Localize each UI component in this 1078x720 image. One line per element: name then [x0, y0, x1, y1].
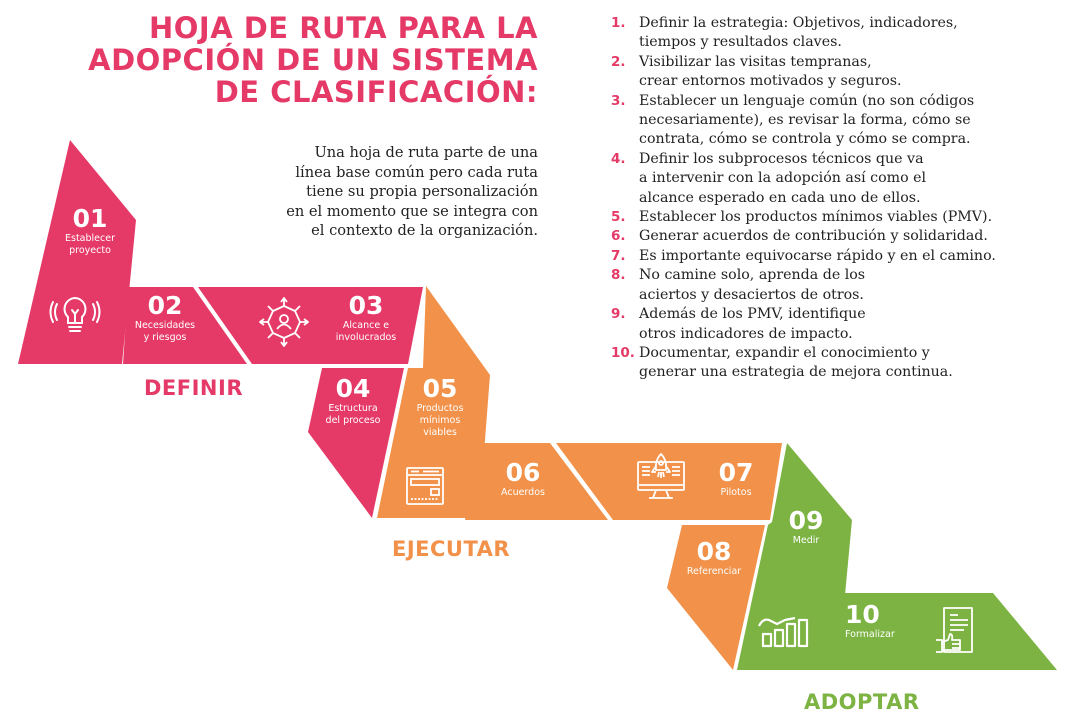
document-approval-icon	[934, 606, 974, 656]
step-label: Estructura	[328, 403, 378, 414]
step-label: y riesgos	[143, 332, 187, 343]
network-people-icon	[258, 296, 310, 348]
phase-label-ejecutar: EJECUTAR	[392, 537, 511, 561]
step-label: Alcance e	[342, 320, 390, 331]
step-label: Establecer	[65, 233, 115, 244]
step-number: 01	[72, 204, 108, 233]
step-number: 02	[147, 291, 183, 320]
step-text: No camine solo, aprenda de los	[639, 267, 866, 284]
step-text: Establecer un lenguaje común (no son códigos	[639, 92, 975, 109]
step-10	[845, 601, 911, 641]
intro-line: el contexto de la organización.	[311, 222, 538, 240]
rocket-monitor-icon	[632, 452, 690, 502]
step-label: Formalizar	[845, 629, 895, 640]
growth-chart-icon	[757, 614, 815, 648]
step-text: a intervenir con la adopción así como el	[639, 170, 927, 187]
step-03	[326, 292, 406, 344]
step-number: 09	[788, 506, 824, 535]
title-line: DE CLASIFICACIÓN:	[214, 75, 538, 109]
intro-line: Una hoja de ruta parte de una	[314, 144, 538, 161]
step-number: 08	[696, 537, 732, 566]
step-06	[488, 459, 558, 499]
step-number: 03	[348, 291, 384, 320]
step-number: 8.	[611, 267, 626, 284]
step-number: 05	[422, 374, 458, 403]
step-08	[676, 538, 752, 578]
phase-label-definir: DEFINIR	[144, 376, 243, 400]
step-text: otros indicadores de impacto.	[639, 325, 853, 342]
step-label: Pilotos	[720, 487, 752, 498]
phase-label-adoptar: ADOPTAR	[804, 690, 920, 714]
step-text: Documentar, expandir el conocimiento y	[639, 344, 930, 361]
step-label: Acuerdos	[501, 487, 545, 498]
step-number: 3.	[611, 92, 626, 109]
step-number: 2.	[611, 53, 626, 70]
step-number: 4.	[611, 150, 626, 167]
step-number: 5.	[611, 209, 626, 226]
step-text: necesariamente), es revisar la forma, cómo se	[639, 112, 971, 129]
step-label: mínimos	[419, 415, 461, 426]
step-07	[702, 459, 770, 499]
title-line: ADOPCIÓN DE UN SISTEMA	[88, 43, 538, 77]
title-line: HOJA DE RUTA PARA LA	[148, 11, 538, 45]
step-label: Necesidades	[134, 320, 196, 331]
intro-line: línea base común pero cada ruta	[295, 163, 538, 181]
step-02	[122, 292, 208, 344]
intro-line: tiene su propia personalización	[306, 183, 538, 201]
step-text: alcance esperado en cada uno de ellos.	[639, 189, 921, 206]
step-label: viables	[423, 427, 457, 438]
step-label: involucrados	[335, 332, 397, 343]
step-number: 07	[718, 458, 754, 487]
step-number: 10.	[611, 344, 635, 361]
intro-line: en el momento que se integra con	[286, 202, 538, 220]
step-label: del proceso	[325, 415, 381, 426]
step-number: 7.	[611, 247, 626, 264]
step-text: Definir los subprocesos técnicos que va	[639, 150, 924, 167]
step-01	[50, 205, 130, 257]
step-text: crear entornos motivados y seguros.	[639, 73, 902, 90]
lightbulb-icon	[48, 292, 102, 338]
step-number: 04	[335, 374, 371, 403]
step-text: Además de los PMV, identifique	[639, 306, 866, 323]
step-text: Es importante equivocarse rápido y en el camino.	[639, 247, 996, 264]
step-number: 9.	[611, 306, 626, 323]
step-label: proyecto	[69, 245, 111, 256]
step-text: tiempos y resultados claves.	[639, 34, 842, 51]
step-label: Medir	[792, 535, 820, 546]
step-text: contrata, cómo se controla y cómo se compra.	[639, 131, 971, 148]
step-text: Visibilizar las visitas tempranas,	[639, 53, 872, 70]
step-number: 1.	[611, 15, 626, 31]
step-text: Establecer los productos mínimos viables (PMV).	[639, 209, 993, 226]
step-label: Referenciar	[686, 566, 742, 577]
step-text: generar una estrategia de mejora continua.	[639, 364, 953, 381]
step-number: 06	[505, 458, 541, 487]
step-05	[405, 375, 475, 439]
step-text: aciertos y desaciertos de otros.	[639, 286, 864, 303]
step-text: Generar acuerdos de contribución y solidaridad.	[639, 228, 988, 245]
browser-window-icon	[405, 466, 445, 506]
step-09	[772, 507, 840, 547]
step-04	[315, 375, 391, 427]
step-label: Productos	[416, 403, 464, 414]
step-number: 6.	[611, 228, 626, 245]
step-text: Definir la estrategia: Objetivos, indicadores,	[639, 15, 958, 31]
step-number: 10	[845, 600, 880, 629]
